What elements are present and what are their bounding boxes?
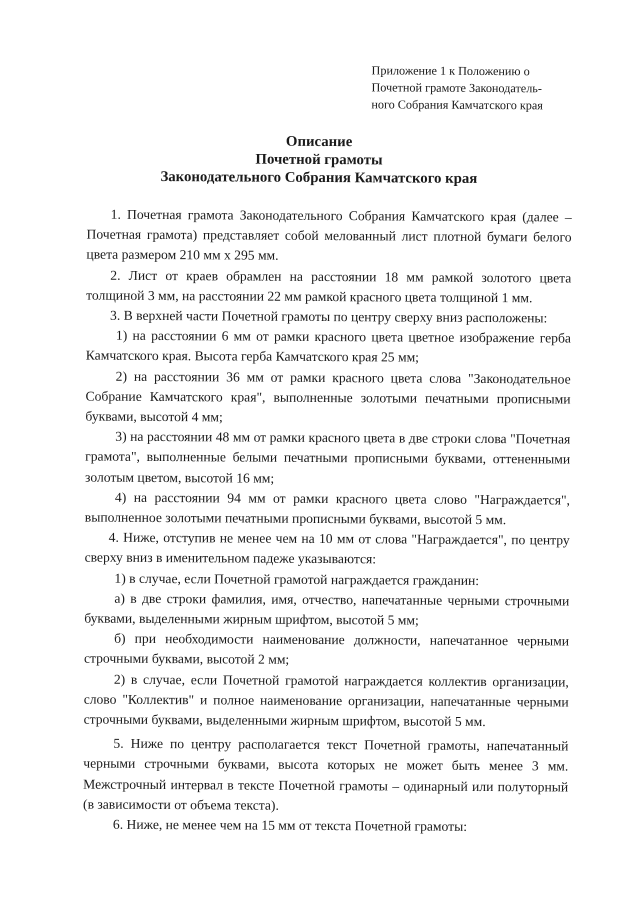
- title-line-3: Законодательного Собрания Камчатского края: [160, 169, 478, 187]
- paragraph-4-item-1b: б) при необходимости наименование должности, напечатанное черными строчными буквами, высотой 2 мм;: [83, 631, 570, 668]
- title-line-2: Почетной грамоты: [255, 151, 383, 169]
- appendix-note: [371, 62, 571, 114]
- paragraph-3: 3. В верхней части Почетной грамоты по центру сверху вниз расположены:: [110, 307, 548, 326]
- paragraph-6: 6. Ниже, не менее чем на 15 мм от текста Почетной грамоты:: [112, 816, 468, 835]
- paragraph-3-item-4: 4) на расстоянии 94 мм от рамки красного цвета слово "Награждается", выполненное золотыми печатными прописными буквами, высотой 5 мм.: [84, 489, 570, 528]
- paragraph-4-item-1: 1) в случае, если Почетной грамотой награждается гражданин:: [114, 570, 480, 588]
- paragraph-4: 4. Ниже, отступив не менее чем на 10 мм от слова "Награждается", по центру сверху вниз в именительном падеже указываются:: [84, 529, 570, 567]
- document-title: [0, 131, 639, 189]
- appendix-line-3: ного Собрания Камчатского края: [371, 97, 543, 113]
- appendix-line-2: Почетной грамоте Законодатель-: [371, 80, 542, 96]
- paragraph-3-item-2: 2) на расстоянии 36 мм от рамки красного цвета слова "Законодательное Собрание Камчатского края", выполненные золотыми печатными прописными буквами, высотой 4 мм;: [85, 368, 571, 425]
- paragraph-4-item-1a: а) в две строки фамилия, имя, отчество, напечатанные черными строчными буквами, выделенными жирным шрифтом, высотой 5 мм;: [84, 590, 570, 628]
- title-line-1: Описание: [285, 133, 353, 151]
- appendix-line-1: Приложение 1 к Положению о: [371, 63, 530, 79]
- paragraph-3-item-1: 1) на расстоянии 6 мм от рамки красного цвета цветное изображение герба Камчатского края. Высота герба Камчатского края 25 мм;: [85, 327, 571, 366]
- paragraph-2: 2. Лист от краев обрамлен на расстоянии 18 мм рамкой золотого цвета толщиной 3 мм, на расстоянии 22 мм рамкой красного цвета толщиной 1 мм.: [86, 267, 572, 306]
- paragraph-5: 5. Ниже по центру располагается текст Почетной грамоты, напечатанный черными строчными буквами, высота которых не может быть менее 3 мм. Межстрочный интервал в тексте Почетной грамоты – одинарный или полуторный (в зависимости от объема текста).: [83, 736, 569, 813]
- document-body: [83, 205, 572, 838]
- paragraph-1: 1. Почетная грамота Законодательного Собрания Камчатского края (далее – Почетная грамота) представляет собой мелованный лист плотной бумаги белого цвета размером 210 мм х 295 мм.: [86, 206, 572, 264]
- paragraph-4-item-2: 2) в случае, если Почетной грамотой награждается коллектив организации, слово "Коллектив" и полное наименование организации, напечатанные черными строчными буквами, выделенными жирным шрифтом, высотой 5 мм.: [83, 671, 569, 730]
- paragraph-3-item-3: 3) на расстоянии 48 мм от рамки красного цвета в две строки слова "Почетная грамота", выполненные белыми печатными прописными буквами, оттененными золотым цветом, высотой 16 мм;: [85, 428, 571, 486]
